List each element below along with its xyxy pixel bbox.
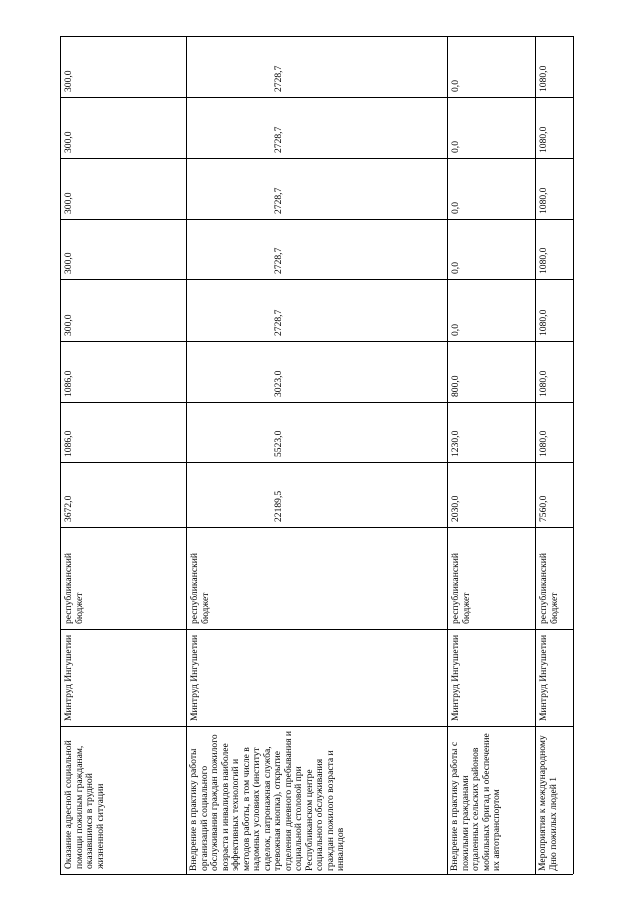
table-cell-value: 3672,0 xyxy=(63,495,74,522)
table-cell-value: 2728,7 xyxy=(273,187,284,214)
table-cell-event: Внедрение в практику работы организаций социального обслуживания граждан пожилого возраста и инвалидов наиболее эффективных технологий и методов работы, в том числе в надомных условиях (институт сиделок, патронажная служба, тревожная кнопка), открытие отделения дневного пребывания и социальной столовой при Республиканском центре социального обслуживания граждан пожилого возраста и инвалидов xyxy=(188,730,346,871)
table-cell-source: республиканский бюджет xyxy=(63,552,85,624)
table-cell-value: 1080,0 xyxy=(538,370,549,397)
table-cell-value: 1086,0 xyxy=(63,370,74,397)
table-cell-executor: Минтруд Ингушетии xyxy=(538,634,549,721)
table-cell-value: 0,0 xyxy=(450,141,461,153)
table-cell-value: 2728,7 xyxy=(273,309,284,336)
table-cell-value: 1080,0 xyxy=(538,309,549,336)
table-cell-value: 1086,0 xyxy=(63,430,74,457)
table-cell-event: Внедрение в практику работы с пожилыми гражданами отдаленных сельских районов мобильных бригад и обеспечение их автотранспортом xyxy=(449,733,503,871)
table-cell-event: Оказание адресной социальной помощи пожилым гражданам, оказавшимся в трудной жизненной ситуации xyxy=(63,740,106,869)
table-cell-executor: Минтруд Ингушетии xyxy=(189,634,200,721)
table-cell-value: 300,0 xyxy=(63,131,74,153)
table-cell-value: 0,0 xyxy=(450,202,461,214)
table-cell-source: республиканский бюджет xyxy=(538,552,560,624)
table-cell-value: 2728,7 xyxy=(273,126,284,153)
table-cell-value: 1230,0 xyxy=(450,430,461,457)
table-cell-value: 3023,0 xyxy=(273,370,284,397)
table-cell-value: 22189,5 xyxy=(273,490,284,522)
table-cell-value: 5523,0 xyxy=(273,430,284,457)
table-cell-value: 1080,0 xyxy=(538,247,549,274)
table-cell-value: 300,0 xyxy=(63,192,74,214)
table-cell-value: 300,0 xyxy=(63,70,74,92)
table-cell-value: 0,0 xyxy=(450,262,461,274)
table-cell-value: 1080,0 xyxy=(538,187,549,214)
table-cell-value: 7560,0 xyxy=(538,495,549,522)
table-cell-value: 1080,0 xyxy=(538,430,549,457)
table-cell-value: 1080,0 xyxy=(538,65,549,92)
table-cell-value: 0,0 xyxy=(450,324,461,336)
table-cell-event: Мероприятия к международному Дню пожилых людей 1 xyxy=(537,735,559,871)
table-cell-value: 2030,0 xyxy=(450,495,461,522)
table-cell-value: 1080,0 xyxy=(538,126,549,153)
rotated-table xyxy=(60,36,573,874)
table-cell-value: 300,0 xyxy=(63,252,74,274)
table-cell-source: республиканский бюджет xyxy=(189,552,211,624)
table-cell-value: 0,0 xyxy=(450,80,461,92)
table-cell-source: республиканский бюджет xyxy=(450,552,472,624)
table-cell-value: 800,0 xyxy=(450,375,461,397)
table-border-bottom xyxy=(60,874,573,875)
table-cell-value: 300,0 xyxy=(63,314,74,336)
table-cell-executor: Минтруд Ингушетии xyxy=(63,634,74,721)
table-cell-value: 2728,7 xyxy=(273,65,284,92)
table-cell-executor: Минтруд Ингушетии xyxy=(450,634,461,721)
table-cell-value: 2728,7 xyxy=(273,247,284,274)
table-border-right xyxy=(573,36,574,874)
